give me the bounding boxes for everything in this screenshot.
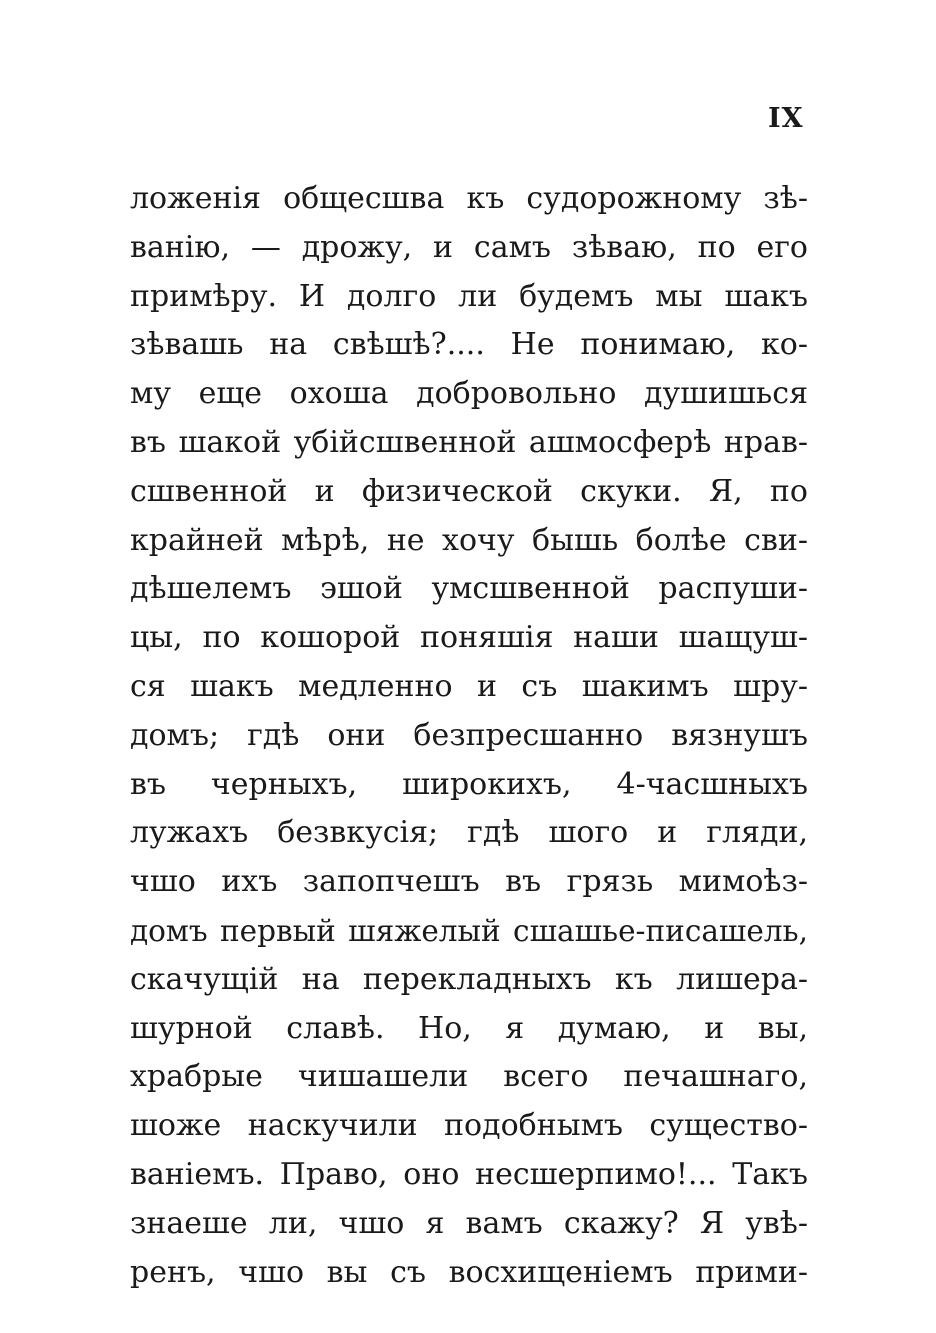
text-line: чшо ихъ запопчешъ въ грязь мимоѣз-: [130, 864, 808, 900]
text-line: шурной славѣ. Но, я думаю, и вы,: [130, 1010, 808, 1046]
text-line: въ шакой убійсшвенной ашмосферѣ нрав-: [130, 424, 808, 460]
text-line: сшвенной и физической скуки. Я, по: [130, 473, 808, 509]
text-line: примѣру. И долго ли будемъ мы шакъ: [130, 278, 808, 314]
text-line: знаеше ли, чшо я вамъ скажу? Я увѣ-: [130, 1205, 808, 1241]
text-line: ложенія общесшва къ судорожному зѣ-: [130, 181, 808, 216]
text-line: цы, по кошорой поняшія наши шащуш-: [130, 620, 808, 656]
text-line: зѣвашь на свѣшѣ?.... Не понимаю, ко-: [130, 327, 808, 363]
text-line: ванію, — дрожу, и самъ зѣваю, по его: [130, 229, 808, 265]
text-line: домъ первый шяжелый сшашье-писашель,: [130, 913, 808, 948]
text-line: крайней мѣрѣ, не хочу бышь болѣе сви-: [130, 522, 808, 558]
text-line: скачущій на перекладныхъ къ лишера-: [130, 961, 808, 997]
text-line: домъ; гдѣ они безпресшанно вязнушъ: [130, 717, 808, 753]
text-line: дѣшелемъ эшой умсшвенной распуши-: [130, 571, 808, 607]
text-line: ренъ, чшо вы съ восхищеніемъ прими-: [130, 1254, 808, 1290]
text-line: въ черныхъ, широкихъ, 4-часшныхъ: [130, 766, 808, 802]
page-number: IX: [768, 103, 804, 134]
body-text: [130, 175, 808, 1297]
text-line: ся шакъ медленно и съ шакимъ шру-: [130, 668, 808, 704]
text-line: лужахъ безвкусія; гдѣ шого и гляди,: [130, 815, 808, 851]
text-line: му еще охоша добровольно душишься: [130, 376, 808, 412]
text-line: храбрые чишашели всего печашнаго,: [130, 1059, 808, 1095]
text-line: шоже наскучили подобнымъ существо-: [130, 1108, 808, 1144]
text-line: ваніемъ. Право, оно несшерпимо!... Такъ: [130, 1156, 808, 1192]
